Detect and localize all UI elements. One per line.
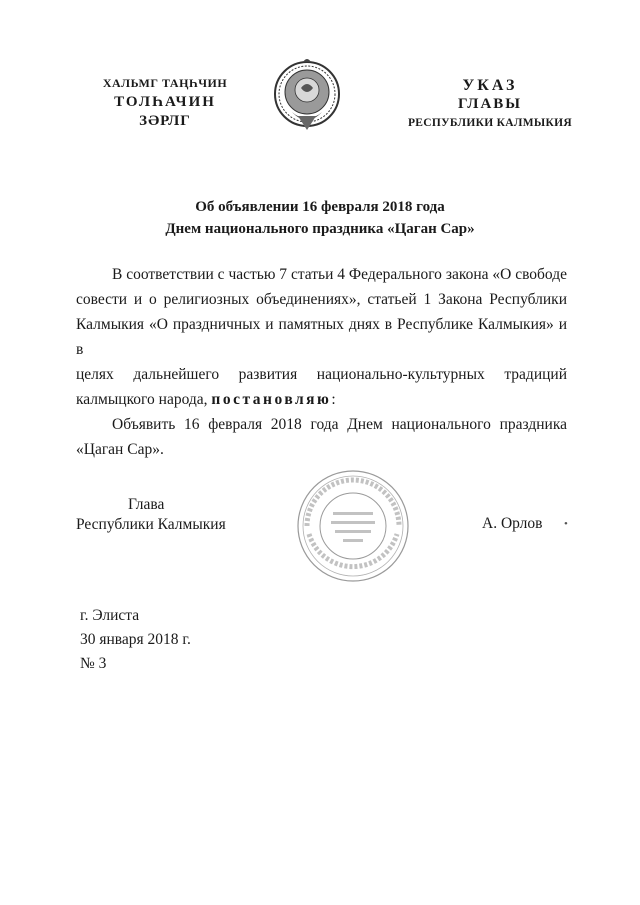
kalmykia-coat-of-arms-icon (272, 54, 342, 138)
signature-title-line-1: Глава (128, 496, 165, 513)
body-line-last: «Цаган Сар». (76, 441, 164, 458)
official-seal-stamp-icon (285, 468, 421, 584)
decree-footer (80, 604, 191, 676)
decree-title-line-2: Днем национального праздника «Цаган Сар» (165, 221, 475, 237)
body-last-suffix: : (331, 391, 336, 408)
footer-number: № 3 (80, 655, 107, 672)
header-russian-line-1: УКАЗ (462, 77, 518, 94)
footer-date: 30 января 2018 г. (80, 631, 191, 648)
body-line: В соответствии с частью 7 статьи 4 Федерального закона «О свободе (112, 266, 567, 283)
decree-body (76, 262, 567, 462)
decree-keyword: постановляю (211, 391, 332, 408)
header-kalmyk-block (70, 74, 260, 131)
signatory-name: А. Орлов (482, 515, 543, 532)
decree-title-line-1: Об объявлении 16 февраля 2018 года (195, 199, 445, 215)
body-line: совести и о религиозных объединениях», статьей 1 Закона Республики (76, 291, 567, 308)
header-russian-block (395, 76, 585, 133)
footer-city: г. Элиста (80, 607, 140, 624)
signature-title (76, 495, 226, 535)
header-russian-line-2: ГЛАВЫ (457, 96, 523, 112)
body-line: целях дальнейшего развития национально-культурных традиций (76, 366, 567, 383)
body-last-prefix: калмыцкого народа, (76, 391, 208, 408)
header-kalmyk-line-1: ХАЛЬМГ ТАҢҺЧИН (102, 76, 228, 90)
header-russian-line-3: РЕСПУБЛИКИ КАЛМЫКИЯ (407, 117, 573, 129)
body-line: Объявить 16 февраля 2018 года Днем национального праздника (112, 416, 567, 433)
header-kalmyk-line-3: ЗӘРЛГ (139, 113, 191, 129)
decree-title (60, 196, 580, 240)
body-line: Калмыкия «О праздничных и памятных днях в Республике Калмыкия» и в (76, 316, 567, 358)
signature-title-line-2: Республики Калмыкия (76, 516, 226, 533)
header-kalmyk-line-2: ТОЛҺАЧИН (114, 94, 216, 110)
body-line-last (76, 387, 567, 412)
margin-mark: • (564, 518, 568, 530)
